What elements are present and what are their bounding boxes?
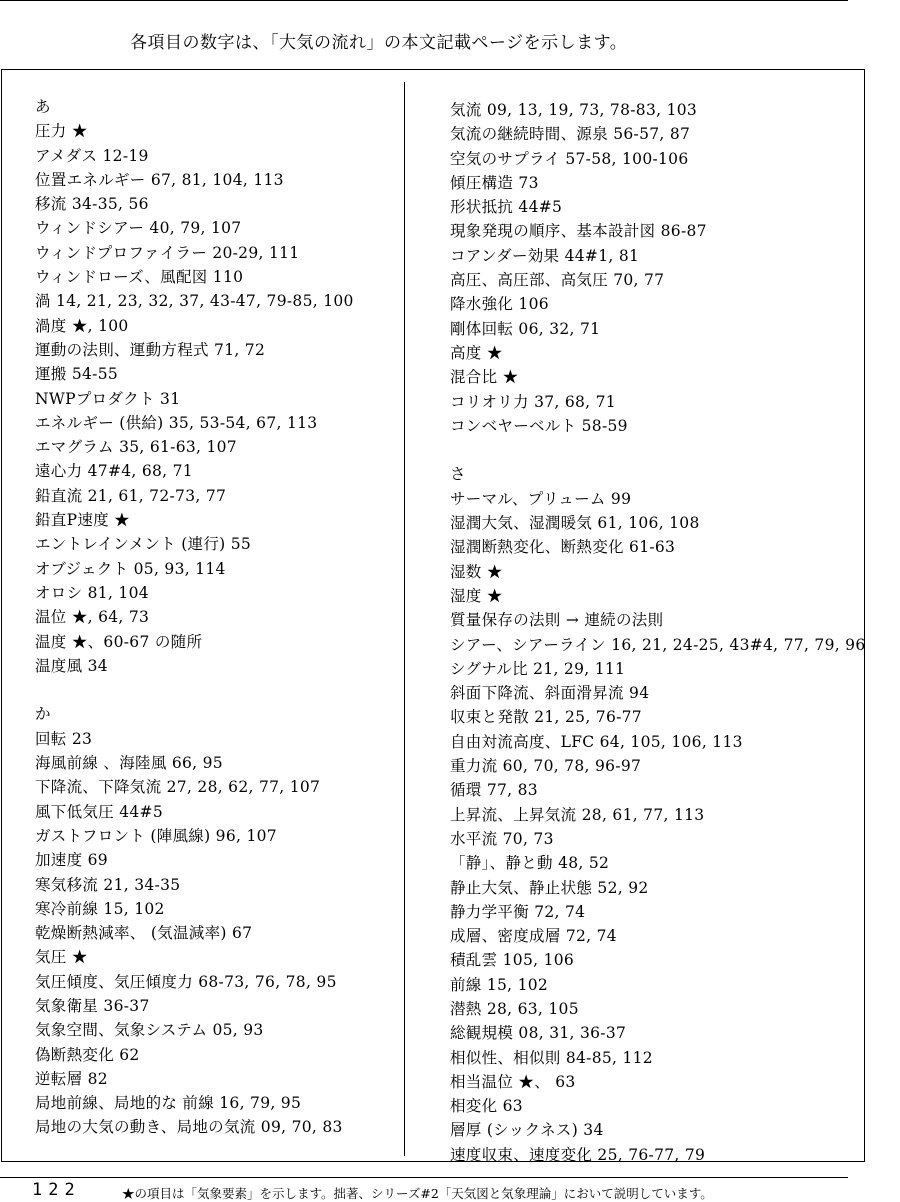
index-column-right (450, 98, 866, 1167)
index-entry: 偽断熱変化 62 (35, 1045, 140, 1064)
index-entry: 積乱雲 105, 106 (450, 951, 575, 970)
index-entry: 水平流 70, 73 (450, 829, 554, 848)
index-entry: 循環 77, 83 (450, 781, 538, 800)
index-entry: 風下低気圧 44#5 (35, 802, 163, 821)
section-spacer (35, 678, 354, 702)
index-entry: 気流 09, 13, 19, 73, 78-83, 103 (450, 101, 698, 119)
index-entry: 気象空間、気象システム 05, 93 (35, 1021, 264, 1040)
index-entry: コンベヤーベルト 58-59 (450, 416, 628, 435)
index-entry: 位置エネルギー 67, 81, 104, 113 (35, 170, 284, 189)
index-entry: 斜面下降流、斜面滑昇流 94 (450, 684, 650, 703)
index-entry: 相当温位 ★、 63 (450, 1072, 576, 1091)
page-number: 122 (32, 1180, 81, 1200)
index-entry: ウィンドシアー 40, 79, 107 (35, 219, 242, 238)
index-entry: 混合比 ★ (450, 368, 519, 387)
index-column-left (35, 95, 354, 1140)
index-entry: ウィンドプロファイラー 20-29, 111 (35, 243, 300, 262)
index-entry: 現象発現の順序、基本設計図 86-87 (450, 222, 707, 241)
index-entry: 「静」、静と動 48, 52 (450, 854, 610, 873)
index-entry: コアンダー効果 44#1, 81 (450, 246, 640, 265)
section-heading: か (35, 705, 51, 724)
index-entry: 傾圧構造 73 (450, 173, 539, 192)
index-entry: 運搬 54-55 (35, 365, 119, 384)
index-entry: 局地の大気の動き、局地の気流 09, 70, 83 (35, 1118, 343, 1137)
index-entry: 形状抵抗 44#5 (450, 198, 563, 217)
index-entry: 空気のサプライ 57-58, 100-106 (450, 149, 689, 168)
index-entry: 海風前線 、海陸風 66, 95 (35, 754, 223, 773)
index-entry: 相似性、相似則 84-85, 112 (450, 1048, 653, 1067)
index-entry: 回転 23 (35, 729, 93, 748)
index-entry: 鉛直流 21, 61, 72-73, 77 (35, 486, 227, 505)
index-entry: 層厚 (シックネス) 34 (450, 1121, 604, 1140)
index-entry: 運動の法則、運動方程式 71, 72 (35, 340, 266, 359)
index-entry: エントレインメント (連行) 55 (35, 535, 252, 554)
index-entry: オブジェクト 05, 93, 114 (35, 559, 226, 578)
index-entry: 湿潤大気、湿潤暖気 61, 106, 108 (450, 514, 700, 533)
index-entry: 成層、密度成層 72, 74 (450, 927, 617, 946)
index-entry: 降水強化 106 (450, 295, 549, 314)
index-entry: NWPプロダクト 31 (35, 389, 181, 408)
index-entry: アメダス 12-19 (35, 146, 149, 165)
index-entry: サーマル、プリューム 99 (450, 489, 632, 508)
index-entry: 加速度 69 (35, 851, 108, 870)
index-entry: 前線 15, 102 (450, 975, 549, 994)
index-entry: 静止大気、静止状態 52, 92 (450, 878, 649, 897)
index-entry: 質量保存の法則 → 連続の法則 (450, 611, 664, 630)
header-note: 各項目の数字は、「大気の流れ」の本文記載ページを示します。 (130, 33, 628, 53)
index-entry: 相変化 63 (450, 1097, 523, 1116)
column-divider (404, 82, 405, 1156)
index-entry: 逆転層 82 (35, 1069, 108, 1088)
index-entry: 湿数 ★ (450, 562, 503, 581)
index-entry: 湿潤断熱変化、断熱変化 61-63 (450, 538, 676, 557)
index-entry: 高度 ★ (450, 343, 503, 362)
index-entry: 寒冷前線 15, 102 (35, 899, 165, 918)
index-entry: シグナル比 21, 29, 111 (450, 659, 626, 678)
section-heading: あ (35, 98, 51, 116)
index-entry: エマグラム 35, 61-63, 107 (35, 438, 237, 457)
index-entry: 寒気移流 21, 34-35 (35, 875, 181, 894)
index-entry: オロシ 81, 104 (35, 583, 149, 602)
index-entry: 剛体回転 06, 32, 71 (450, 319, 601, 338)
index-entry: 高圧、高圧部、高気圧 70, 77 (450, 271, 665, 290)
index-entry: 渦 14, 21, 23, 32, 37, 43-47, 79-85, 100 (35, 292, 354, 311)
index-entry: 収束と発散 21, 25, 76-77 (450, 708, 642, 727)
index-entry: エネルギー (供給) 35, 53-54, 67, 113 (35, 413, 318, 432)
index-entry: 重力流 60, 70, 78, 96-97 (450, 757, 642, 776)
index-entry: 温度風 34 (35, 656, 108, 675)
section-heading: さ (450, 465, 466, 484)
index-entry: ガストフロント (陣風線) 96, 107 (35, 826, 277, 845)
index-entry: 温度 ★、60-67 の随所 (35, 632, 203, 651)
index-entry: 気流の継続時間、源泉 56-57, 87 (450, 125, 691, 144)
section-spacer (450, 438, 866, 462)
index-entry: 上昇流、上昇気流 28, 61, 77, 113 (450, 805, 705, 824)
index-entry: コリオリ力 37, 68, 71 (450, 392, 616, 411)
index-entry: ウィンドローズ、風配図 110 (35, 268, 244, 287)
index-entry: 総観規模 08, 31, 36-37 (450, 1024, 627, 1043)
top-rule (0, 0, 848, 1)
index-entry: 自由対流高度、LFC 64, 105, 106, 113 (450, 732, 743, 751)
index-entry: 下降流、下降気流 27, 28, 62, 77, 107 (35, 778, 321, 797)
index-entry: 乾燥断熱減率、 (気温減率) 67 (35, 924, 253, 943)
footnote: ★の項目は「気象要素」を示します。拙著、シリーズ#2「天気図と気象理論」において説明しています。 (122, 1186, 713, 1201)
footer-rule (0, 1177, 848, 1178)
index-entry: 気象衛星 36-37 (35, 996, 150, 1015)
index-entry: 速度収束、速度変化 25, 76-77, 79 (450, 1145, 706, 1164)
index-entry: 気圧 ★ (35, 948, 88, 967)
index-entry: シアー、シアーライン 16, 21, 24-25, 43#4, 77, 79, 96 (450, 635, 866, 654)
index-entry: 鉛直P速度 ★ (35, 511, 130, 530)
index-entry: 静力学平衡 72, 74 (450, 902, 586, 921)
index-entry: 圧力 ★ (35, 122, 88, 141)
index-entry: 温位 ★, 64, 73 (35, 608, 150, 627)
index-entry: 湿度 ★ (450, 586, 503, 605)
index-entry: 局地前線、局地的な 前線 16, 79, 95 (35, 1094, 302, 1113)
index-entry: 移流 34-35, 56 (35, 195, 149, 214)
index-entry: 潜熱 28, 63, 105 (450, 999, 579, 1018)
index-entry: 遠心力 47#4, 68, 71 (35, 462, 193, 481)
index-entry: 気圧傾度、気圧傾度力 68-73, 76, 78, 95 (35, 972, 337, 991)
index-entry: 渦度 ★, 100 (35, 316, 129, 335)
